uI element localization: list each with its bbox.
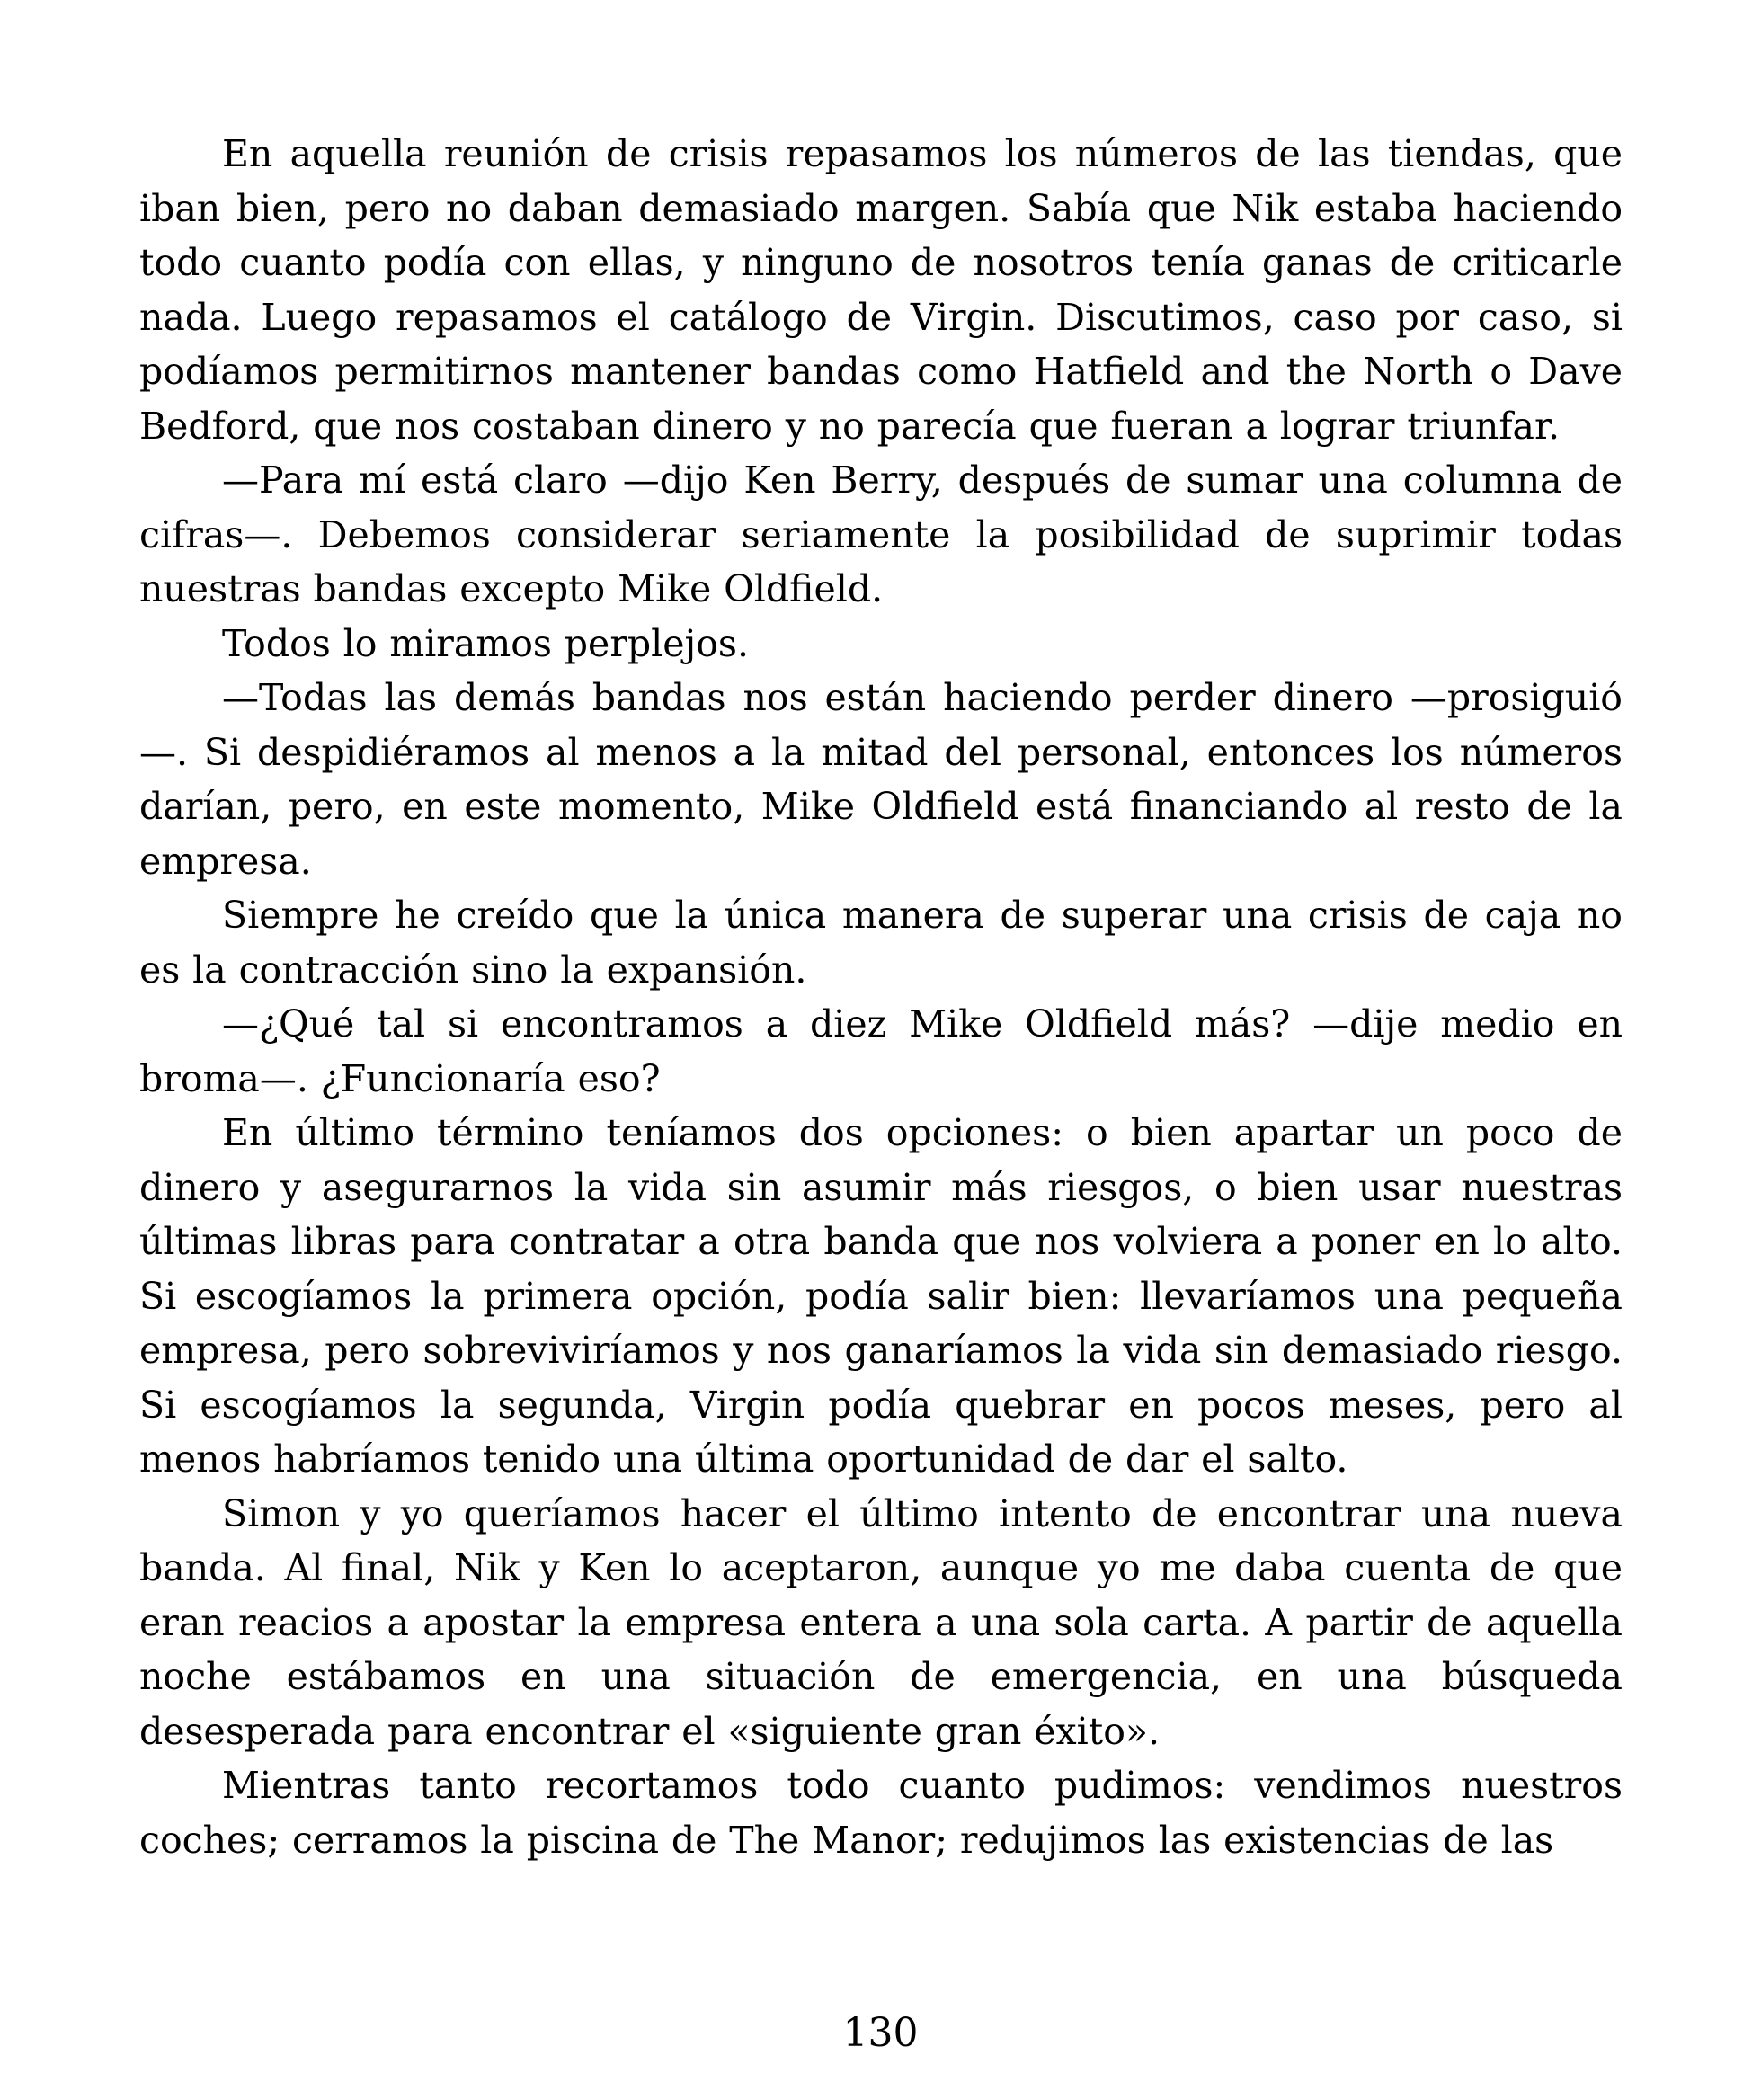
paragraph: —Todas las demás bandas nos están haciendo perder dinero —prosiguió—. Si despidiéramos al menos a la mitad del personal, entonces los números darían, pero, en este momento, Mike Oldfield está financiando al resto de la empresa. [139, 676, 1623, 883]
paragraph: En último término teníamos dos opciones: o bien apartar un poco de dinero y asegurarnos la vida sin asumir más riesgos, o bien usar nuestras últimas libras para contratar a otra banda que nos volviera a poner en lo alto. Si escogíamos la primera opción, podía salir bien: llevaríamos una pequeña empresa, pero sobreviviríamos y nos ganaríamos la vida sin demasiado riesgo. Si escogíamos la segunda, Virgin podía quebrar en pocos meses, pero al menos habríamos tenido una última oportunidad de dar el salto. [139, 1111, 1623, 1481]
paragraph: —¿Qué tal si encontramos a diez Mike Oldfield más? —dije medio en broma—. ¿Funcionaría eso? [139, 1002, 1623, 1100]
page-text [139, 127, 1623, 1867]
paragraph: Todos lo miramos perplejos. [222, 621, 750, 665]
paragraph: Mientras tanto recortamos todo cuanto pudimos: vendimos nuestros coches; cerramos la piscina de The Manor; redujimos las existencias de las [139, 1764, 1623, 1862]
page-number: 130 [842, 2010, 919, 2056]
paragraph: —Para mí está claro —dijo Ken Berry, después de sumar una columna de cifras—. Debemos considerar seriamente la posibilidad de suprimir todas nuestras bandas excepto Mike Oldfield. [139, 458, 1623, 610]
paragraph: Siempre he creído que la única manera de superar una crisis de caja no es la contracción sino la expansión. [139, 894, 1623, 992]
paragraph: Simon y yo queríamos hacer el último intento de encontrar una nueva banda. Al final, Nik y Ken lo aceptaron, aunque yo me daba cuenta de que eran reacios a apostar la empresa entera a una sola carta. A partir de aquella noche estábamos en una situación de emergencia, en una búsqueda desesperada para encontrar el «siguiente gran éxito». [139, 1491, 1623, 1753]
paragraph: En aquella reunión de crisis repasamos los números de las tiendas, que iban bien, pero no daban demasiado margen. Sabía que Nik estaba haciendo todo cuanto podía con ellas, y ninguno de nosotros tenía ganas de criticarle nada. Luego repasamos el catálogo de Virgin. Discutimos, caso por caso, si podíamos permitirnos mantener bandas como Hatfield and the North o Dave Bedford, que nos costaban dinero y no parecía que fueran a lograr triunfar. [139, 132, 1623, 448]
